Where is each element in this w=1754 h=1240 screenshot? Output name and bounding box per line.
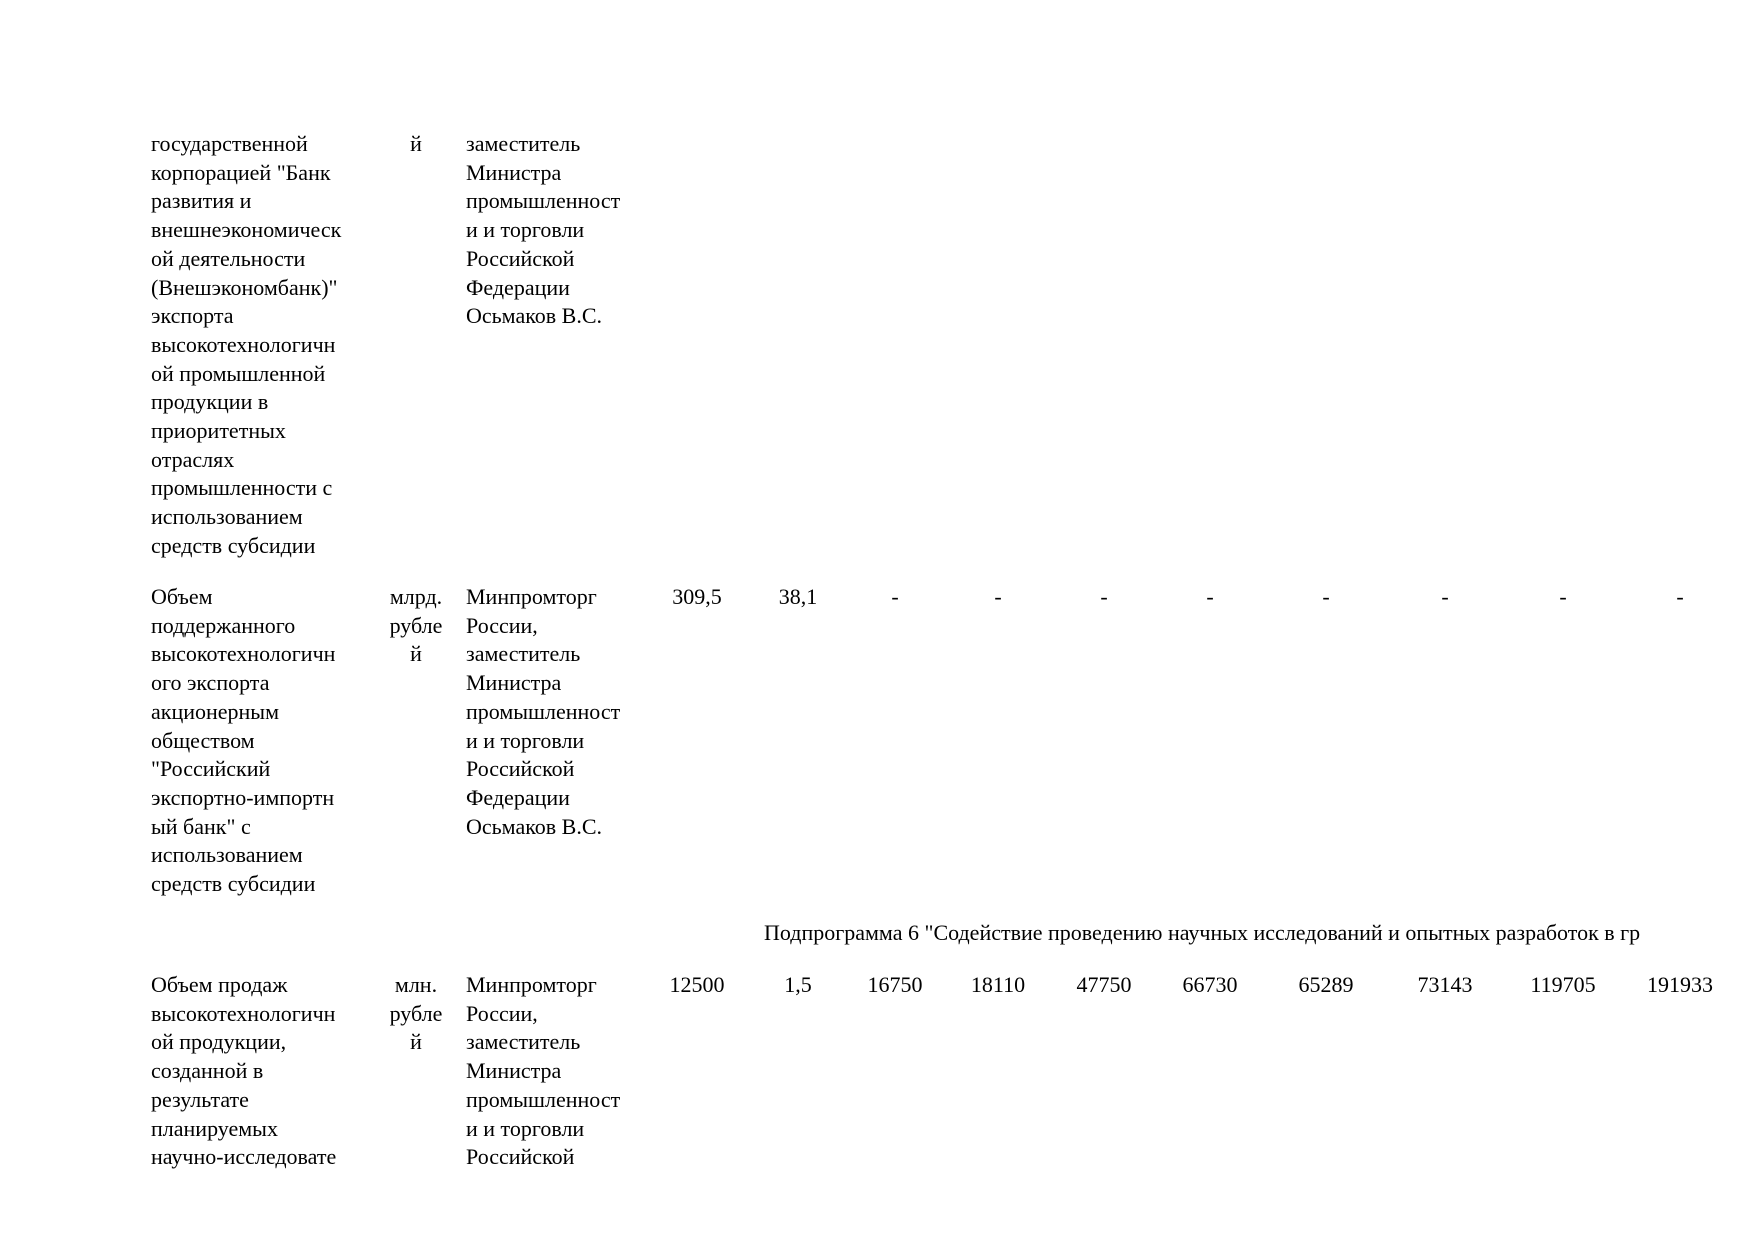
value-cell: 191933 — [1647, 972, 1713, 997]
responsible-party: Минпромторг России, заместитель Министра промышленност и и торговли Российской Федерации Осьмаков В.С. — [466, 584, 621, 839]
unit-of-measure: млн. рубле й — [389, 972, 443, 1055]
value-cell: 47750 — [1076, 972, 1132, 997]
value-cell: 65289 — [1298, 972, 1354, 997]
value-cell: 12500 — [669, 972, 725, 997]
value-cell: 18110 — [970, 972, 1026, 997]
value-cell: 66730 — [1182, 972, 1238, 997]
value-cell: - — [891, 584, 899, 609]
value-cell: - — [1559, 584, 1567, 609]
unit-of-measure: й — [410, 131, 422, 156]
value-cell: 1,5 — [784, 972, 812, 997]
indicator-name: Объем поддержанного высокотехнологичн ого экспорта акционерным обществом "Российский экспортно-импортн ый банк" с использованием средств субсидии — [151, 584, 336, 897]
value-cell: - — [994, 584, 1002, 609]
value-cell: - — [1206, 584, 1214, 609]
unit-of-measure: млрд. рубле й — [389, 584, 443, 667]
subprogram-heading: Подпрограмма 6 "Содействие проведению научных исследований и опытных разработок в гр — [764, 920, 1641, 945]
value-cell: - — [1441, 584, 1449, 609]
value-cell: 73143 — [1417, 972, 1473, 997]
value-cell: - — [1676, 584, 1684, 609]
value-cell: 119705 — [1530, 972, 1596, 997]
value-cell: - — [1100, 584, 1108, 609]
value-cell: 38,1 — [778, 584, 818, 609]
responsible-party: заместитель Министра промышленност и и торговли Российской Федерации Осьмаков В.С. — [466, 131, 621, 329]
value-cell: 16750 — [867, 972, 923, 997]
indicator-name: Объем продаж высокотехнологичн ой продукции, созданной в результате планируемых научно-исследовате — [151, 972, 337, 1170]
indicator-name: государственной корпорацией "Банк развития и внешнеэкономическ ой деятельности (Внешэкономбанк)" экспорта высокотехнологичн ой промышленной продукции в приоритетных отраслях промышленности с использованием средств субсидии — [151, 131, 342, 558]
responsible-party: Минпромторг России, заместитель Министра промышленност и и торговли Российской — [466, 972, 621, 1170]
value-cell: 309,5 — [672, 584, 722, 609]
value-cell: - — [1322, 584, 1330, 609]
